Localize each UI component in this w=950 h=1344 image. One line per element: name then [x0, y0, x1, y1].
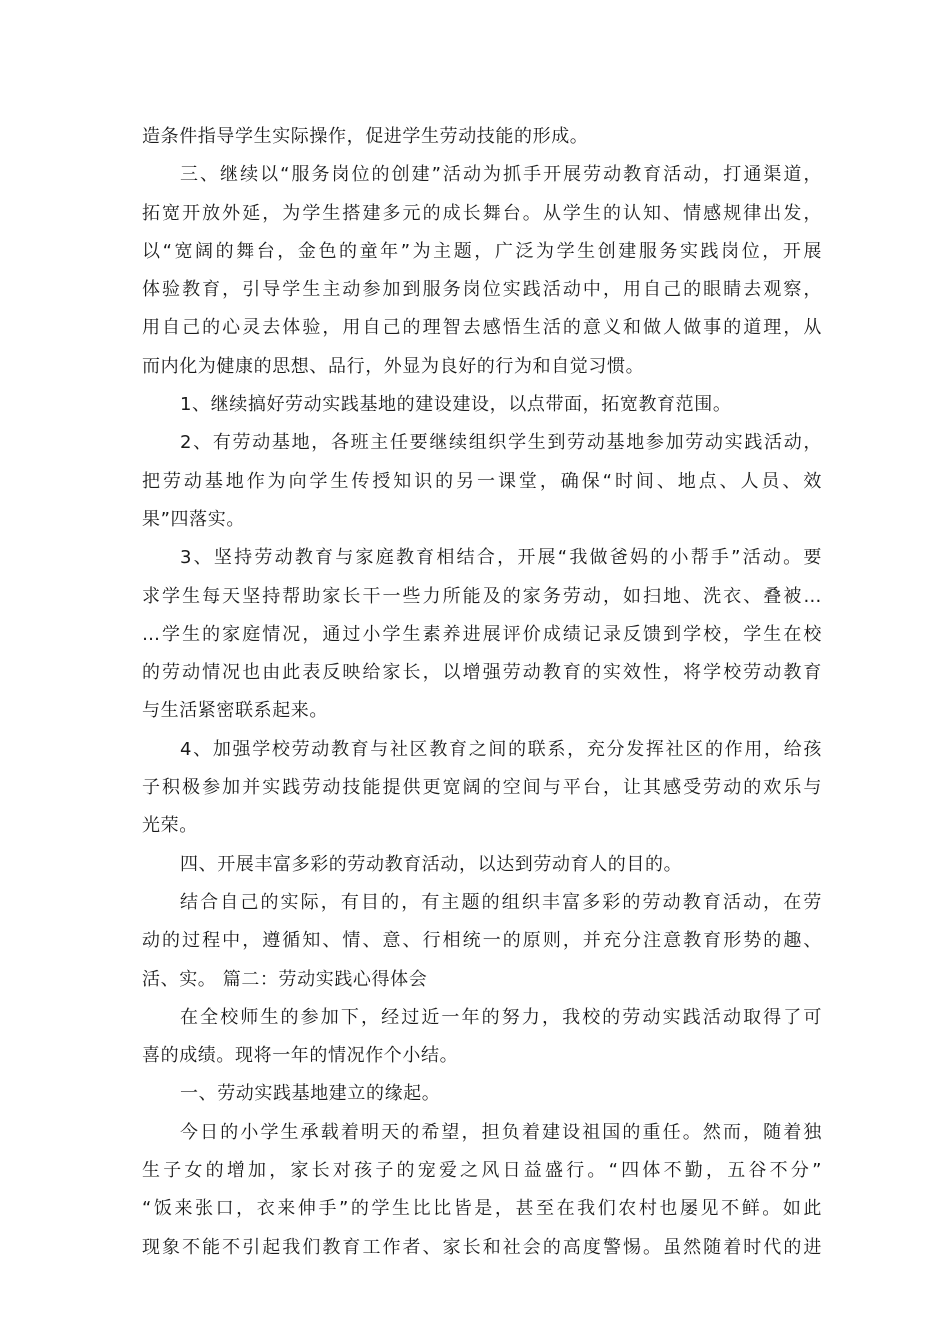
text-line: 造条件指导学生实际操作，促进学生劳动技能的形成。 [142, 126, 589, 147]
text-line: 三、继续以“服务岗位的创建”活动为抓手开展劳动教育活动，打通渠道， [180, 164, 822, 186]
text-line: 果”四落实。 [142, 508, 245, 530]
text-line: 以“宽阔的舞台，金色的童年”为主题，广泛为学生创建服务实践岗位，开展 [142, 240, 822, 262]
text-line: 动的过程中，遵循知、情、意、行相统一的原则，并充分注意教育形势的趣、 [142, 930, 822, 952]
text-line: 1、继续搞好劳动实践基地的建设建设，以点带面，拓宽教育范围。 [180, 394, 732, 416]
text-line: 光荣。 [142, 815, 198, 837]
text-line: 的劳动情况也由此表反映给家长，以增强劳动教育的实效性，将学校劳动教育 [142, 662, 822, 684]
text-line: 今日的小学生承载着明天的希望，担负着建设祖国的重任。然而，随着独 [180, 1121, 822, 1143]
text-line: 结合自己的实际，有目的，有主题的组织丰富多彩的劳动教育活动，在劳 [180, 891, 822, 913]
document-body [142, 118, 822, 1267]
text-line: 2、有劳动基地，各班主任要继续组织学生到劳动基地参加劳动实践活动， [180, 432, 822, 454]
text-line: 求学生每天坚持帮助家长干一些力所能及的家务劳动，如扫地、洗衣、叠被… [142, 585, 822, 607]
text-line: “饭来张口，衣来伸手”的学生比比皆是，甚至在我们农村也屡见不鲜。如此 [142, 1198, 822, 1220]
text-line: 现象不能不引起我们教育工作者、家长和社会的高度警惕。虽然随着时代的进 [142, 1236, 822, 1258]
text-line: 生子女的增加，家长对孩子的宠爱之风日益盛行。“四体不勤，五谷不分” [142, 1160, 822, 1182]
text-line: 3、坚持劳动教育与家庭教育相结合，开展“我做爸妈的小帮手”活动。要 [180, 547, 822, 569]
text-line: 把劳动基地作为向学生传授知识的另一课堂，确保“时间、地点、人员、效 [142, 470, 822, 492]
text-line: 在全校师生的参加下，经过近一年的努力，我校的劳动实践活动取得了可 [180, 1006, 822, 1028]
text-line: 4、加强学校劳动教育与社区教育之间的联系，充分发挥社区的作用，给孩 [180, 738, 822, 760]
text-line: 与生活紧密联系起来。 [142, 700, 328, 722]
text-line: 一、劳动实践基地建立的缘起。 [180, 1083, 441, 1105]
text-line: 喜的成绩。现将一年的情况作个小结。 [142, 1045, 459, 1067]
text-line: 子积极参加并实践劳动技能提供更宽阔的空间与平台，让其感受劳动的欢乐与 [142, 777, 822, 799]
text-line: 用自己的心灵去体验，用自己的理智去感悟生活的意义和做人做事的道理，从 [142, 317, 822, 339]
text-line: 体验教育，引导学生主动参加到服务岗位实践活动中，用自己的眼睛去观察， [142, 279, 822, 301]
text-line: 拓宽开放外延，为学生搭建多元的成长舞台。从学生的认知、情感规律出发， [142, 202, 822, 224]
text-line: 而内化为健康的思想、品行，外显为良好的行为和自觉习惯。 [142, 355, 645, 377]
text-line: …学生的家庭情况，通过小学生素养进展评价成绩记录反馈到学校，学生在校 [142, 623, 822, 645]
text-line: 活、实。 篇二：劳动实践心得体会 [142, 968, 428, 990]
text-line: 四、开展丰富多彩的劳动教育活动，以达到劳动育人的目的。 [180, 853, 683, 875]
